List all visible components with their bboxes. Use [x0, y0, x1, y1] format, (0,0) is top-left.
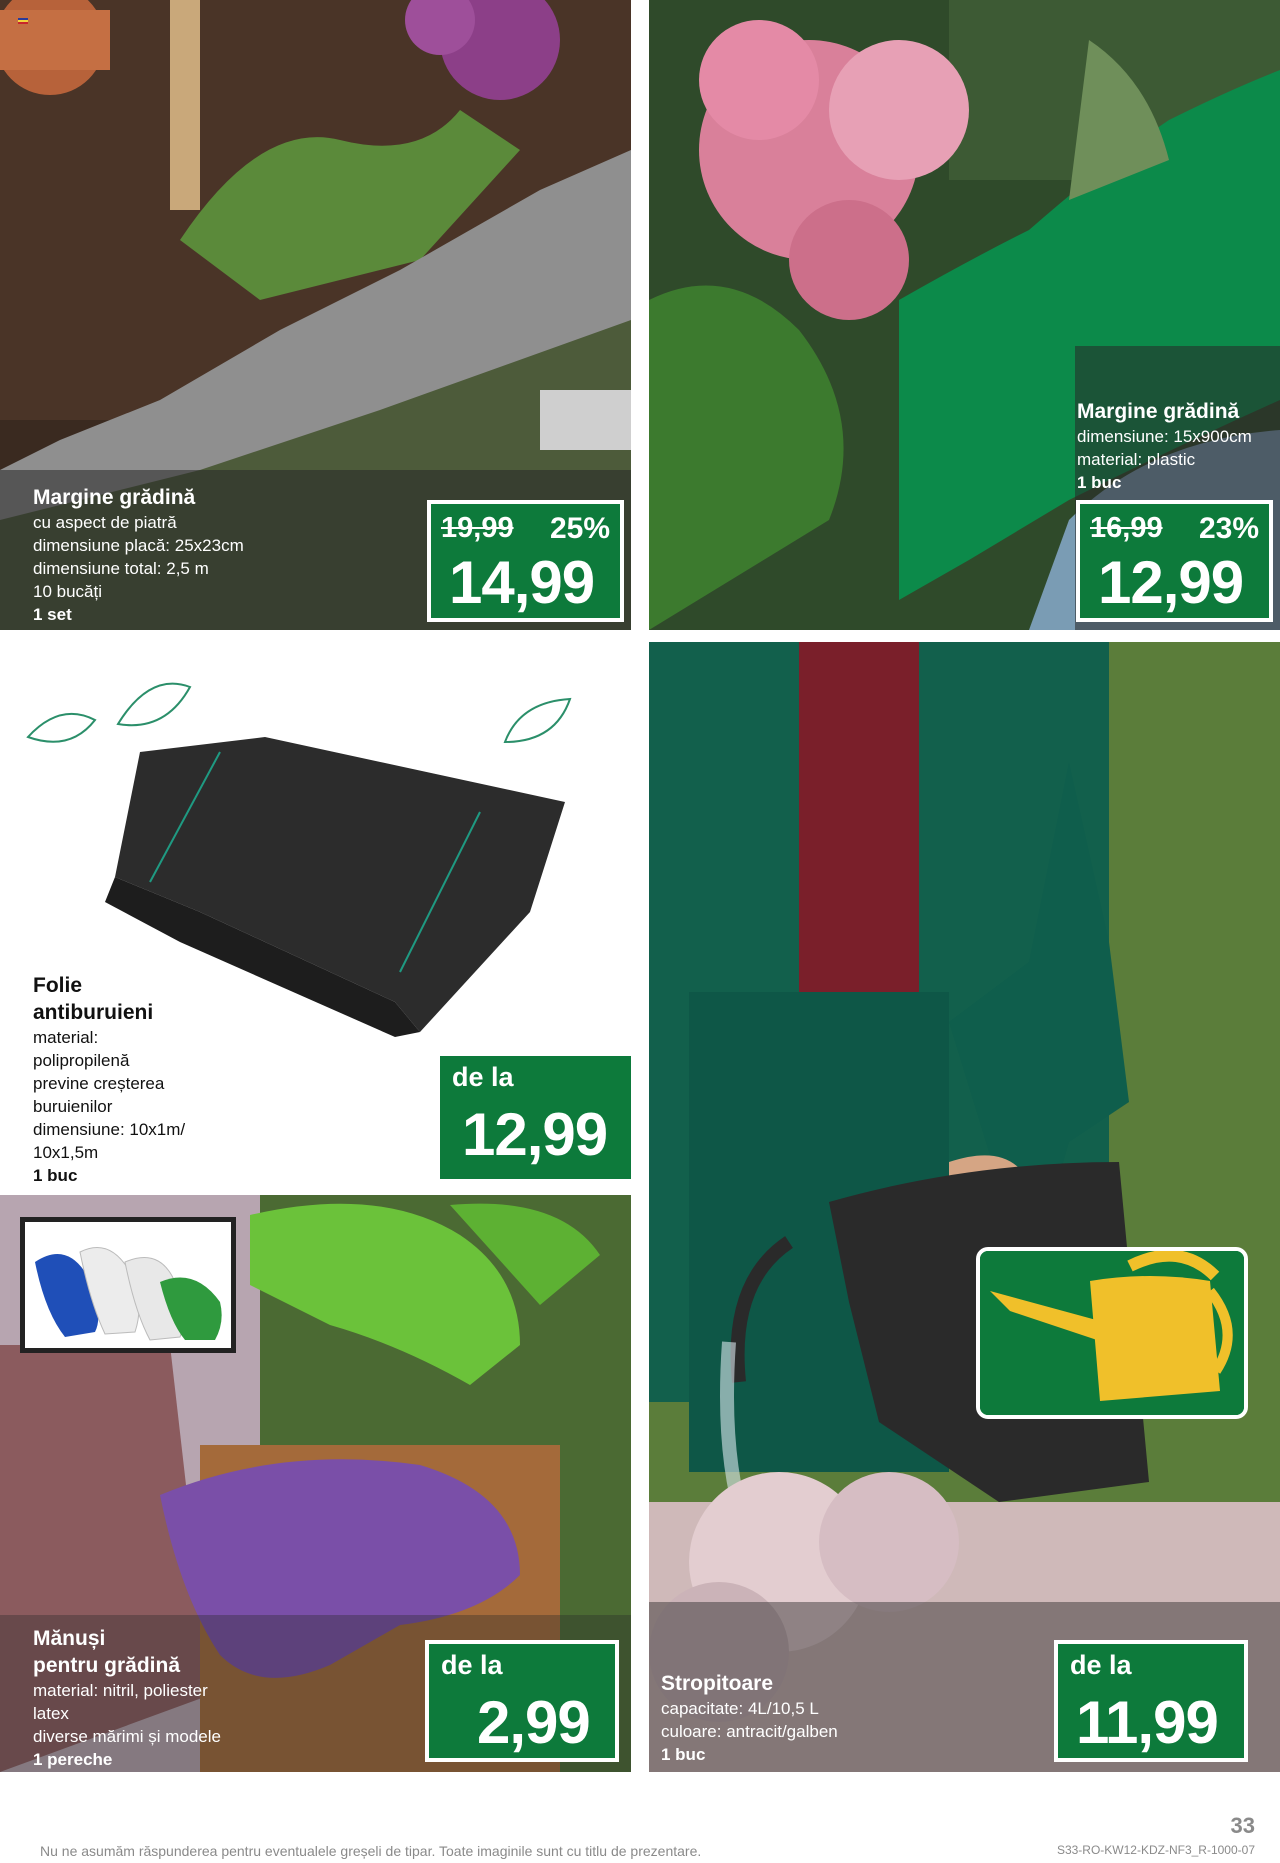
- disclaimer: Nu ne asumăm răspunderea pentru eventualele greșeli de tipar. Toate imaginile sunt cu titlu de prezentare.: [40, 1843, 702, 1859]
- product-quantity: 1 buc: [33, 1166, 78, 1185]
- current-price: 11,99: [1076, 1689, 1218, 1756]
- product-title: antiburuieni: [33, 1001, 154, 1024]
- product-detail: dimensiune: 15x900cm: [1077, 427, 1252, 446]
- watering-can-thumbnail: [976, 1247, 1248, 1419]
- product-detail: capacitate: 4L/10,5 L: [661, 1699, 819, 1718]
- gloves-variants-icon: [25, 1222, 231, 1348]
- product-detail: dimensiune total: 2,5 m: [33, 559, 209, 578]
- product-info: [33, 972, 185, 1187]
- product-quantity: 1 buc: [661, 1745, 706, 1764]
- product-panel-weed-fabric: [0, 642, 631, 1195]
- product-detail: dimensiune placă: 25x23cm: [33, 536, 244, 555]
- from-label: de la: [1070, 1650, 1132, 1680]
- flag-icon: [18, 18, 28, 24]
- yellow-watering-can-icon: [980, 1251, 1244, 1415]
- product-detail: culoare: antracit/galben: [661, 1722, 838, 1741]
- product-title: Margine grădină: [33, 486, 196, 509]
- product-quantity: 1 buc: [1077, 473, 1122, 492]
- product-title: pentru grădină: [33, 1654, 181, 1677]
- product-panel-gloves: [0, 1195, 631, 1772]
- current-price: 14,99: [449, 549, 595, 616]
- product-detail: 10x1,5m: [33, 1143, 99, 1162]
- discount-badge: 23%: [1198, 512, 1259, 545]
- product-detail: material: nitril, poliester: [33, 1681, 208, 1700]
- product-detail: material: plastic: [1077, 450, 1196, 469]
- product-title: Folie: [33, 974, 83, 997]
- product-panel-plastic-edging: [649, 0, 1280, 630]
- product-quantity: 1 set: [33, 605, 72, 624]
- product-detail: buruienilor: [33, 1097, 113, 1116]
- from-label: de la: [441, 1650, 503, 1680]
- current-price: 2,99: [477, 1689, 590, 1756]
- product-info: [661, 1670, 838, 1766]
- product-title: Mănuși: [33, 1627, 106, 1650]
- price-box: [1054, 1640, 1248, 1762]
- from-label: de la: [452, 1062, 514, 1092]
- product-detail: diverse mărimi și modele: [33, 1727, 221, 1746]
- product-detail: cu aspect de piatră: [33, 513, 177, 532]
- product-title: Margine grădină: [1077, 400, 1240, 423]
- product-detail: previne creșterea: [33, 1074, 165, 1093]
- page-number: 33: [1230, 1813, 1255, 1838]
- current-price: 12,99: [1098, 549, 1244, 616]
- product-info: [33, 1625, 221, 1771]
- product-detail: polipropilenă: [33, 1051, 130, 1070]
- product-panel-watering-can: [649, 642, 1280, 1772]
- product-title: Stropitoare: [661, 1672, 774, 1695]
- product-info: [33, 484, 244, 626]
- price-box: [425, 1640, 619, 1762]
- product-detail: dimensiune: 10x1m/: [33, 1120, 186, 1139]
- product-info: [1077, 398, 1252, 494]
- leaf-icon: [28, 714, 95, 742]
- product-detail: latex: [33, 1704, 69, 1723]
- old-price: 19,99: [441, 512, 514, 544]
- product-quantity: 1 pereche: [33, 1750, 113, 1769]
- discount-badge: 25%: [549, 512, 610, 545]
- product-panel-stone-edging: [0, 0, 631, 630]
- price-box: [427, 500, 624, 622]
- product-detail: material:: [33, 1028, 99, 1047]
- catalog-code: S33-RO-KW12-KDZ-NF3_R-1000-07: [1056, 1843, 1255, 1857]
- current-price: 12,99: [462, 1101, 608, 1168]
- gloves-thumbnail: [20, 1217, 236, 1353]
- old-price: 16,99: [1090, 512, 1163, 544]
- price-box: [440, 1056, 631, 1179]
- product-detail: 10 bucăți: [33, 582, 102, 601]
- price-box: [1076, 500, 1273, 622]
